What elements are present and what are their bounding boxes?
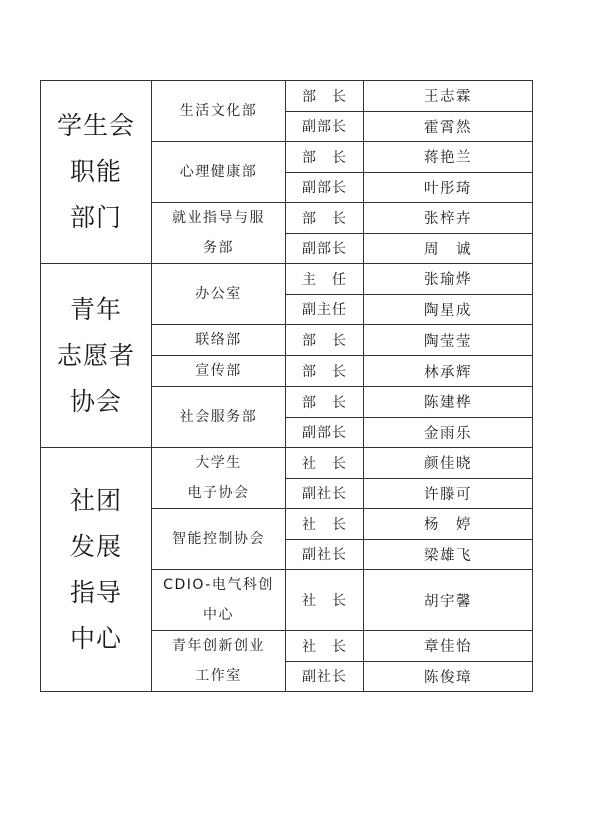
position-cell: 社 长	[286, 509, 364, 540]
table-row	[41, 264, 533, 295]
organization-name-line: 部门	[69, 203, 122, 232]
member-name-cell: 张瑜烨	[364, 264, 533, 295]
position-cell: 副社长	[286, 539, 364, 570]
member-name-cell: 叶彤琦	[364, 172, 533, 203]
position-cell: 部 长	[286, 81, 364, 112]
member-name-cell: 陈建桦	[364, 387, 533, 418]
roster-body	[41, 81, 533, 692]
member-name-cell: 颜佳晓	[364, 448, 533, 479]
position-cell: 部 长	[286, 142, 364, 173]
department-name-cell	[152, 387, 286, 448]
member-name-cell: 胡宇馨	[364, 570, 533, 631]
member-name-cell: 陈俊璋	[364, 661, 533, 692]
organization-name-line: 职能	[69, 157, 122, 186]
position-cell: 副主任	[286, 294, 364, 325]
department-name-line: 中心	[203, 607, 234, 623]
department-name-line: 大学生	[195, 455, 242, 471]
organization-name-cell	[41, 264, 152, 448]
member-name-cell: 王志霖	[364, 81, 533, 112]
department-name-cell	[152, 356, 286, 387]
member-name-cell: 张梓卉	[364, 203, 533, 234]
position-cell: 部 长	[286, 325, 364, 356]
position-cell: 副社长	[286, 661, 364, 692]
organization-name-line: 社团	[69, 485, 122, 515]
position-cell: 主 任	[286, 264, 364, 295]
department-name-cell	[152, 81, 286, 142]
department-name-line: CDIO-电气科创	[163, 577, 274, 593]
table-row	[41, 81, 533, 112]
member-name-cell: 梁雄飞	[364, 539, 533, 570]
department-name-cell	[152, 570, 286, 631]
position-cell: 社 长	[286, 448, 364, 479]
member-name-cell: 霍霄然	[364, 111, 533, 142]
organization-name-line: 青年	[69, 294, 122, 324]
organization-name-line: 指导	[69, 577, 122, 607]
position-cell: 副部长	[286, 233, 364, 264]
member-name-cell: 金雨乐	[364, 417, 533, 448]
member-name-cell: 周 诚	[364, 233, 533, 264]
department-name-cell	[152, 509, 286, 570]
department-name-line: 办公室	[195, 286, 242, 302]
position-cell: 副社长	[286, 478, 364, 509]
department-name-cell	[152, 142, 286, 203]
department-name-line: 宣传部	[195, 363, 242, 379]
organization-name-cell	[41, 81, 152, 264]
organization-name-line: 学生会	[56, 111, 135, 140]
member-name-cell: 许滕可	[364, 478, 533, 509]
member-name-cell: 陶莹莹	[364, 325, 533, 356]
department-name-cell	[152, 264, 286, 325]
department-name-line: 务部	[203, 240, 234, 256]
position-cell: 副部长	[286, 417, 364, 448]
position-cell: 部 长	[286, 356, 364, 387]
organization-name-line: 中心	[69, 623, 122, 653]
position-cell: 部 长	[286, 387, 364, 418]
table-row	[41, 448, 533, 479]
position-cell: 部 长	[286, 203, 364, 234]
position-cell: 社 长	[286, 570, 364, 631]
member-name-cell: 蒋艳兰	[364, 142, 533, 173]
department-name-cell	[152, 203, 286, 264]
member-name-cell: 杨 婷	[364, 509, 533, 540]
department-name-line: 就业指导与服	[172, 210, 265, 226]
department-name-cell	[152, 631, 286, 692]
department-name-cell	[152, 448, 286, 509]
organization-name-line: 发展	[69, 531, 122, 561]
member-name-cell: 陶星成	[364, 294, 533, 325]
position-cell: 副部长	[286, 172, 364, 203]
department-name-line: 联络部	[195, 332, 242, 348]
department-name-line: 青年创新创业	[172, 638, 265, 654]
organization-name-line: 志愿者	[56, 340, 135, 370]
position-cell: 社 长	[286, 631, 364, 662]
department-name-line: 社会服务部	[179, 409, 258, 425]
organization-name-cell	[41, 448, 152, 692]
department-name-line: 生活文化部	[179, 103, 258, 119]
department-name-line: 心理健康部	[179, 164, 258, 180]
member-name-cell: 林承辉	[364, 356, 533, 387]
organization-roster-table	[40, 80, 533, 692]
department-name-line: 工作室	[195, 668, 242, 684]
member-name-cell: 章佳怡	[364, 631, 533, 662]
position-cell: 副部长	[286, 111, 364, 142]
department-name-cell	[152, 325, 286, 356]
department-name-line: 智能控制协会	[172, 531, 265, 547]
organization-name-line: 协会	[69, 386, 122, 416]
department-name-line: 电子协会	[187, 485, 250, 501]
